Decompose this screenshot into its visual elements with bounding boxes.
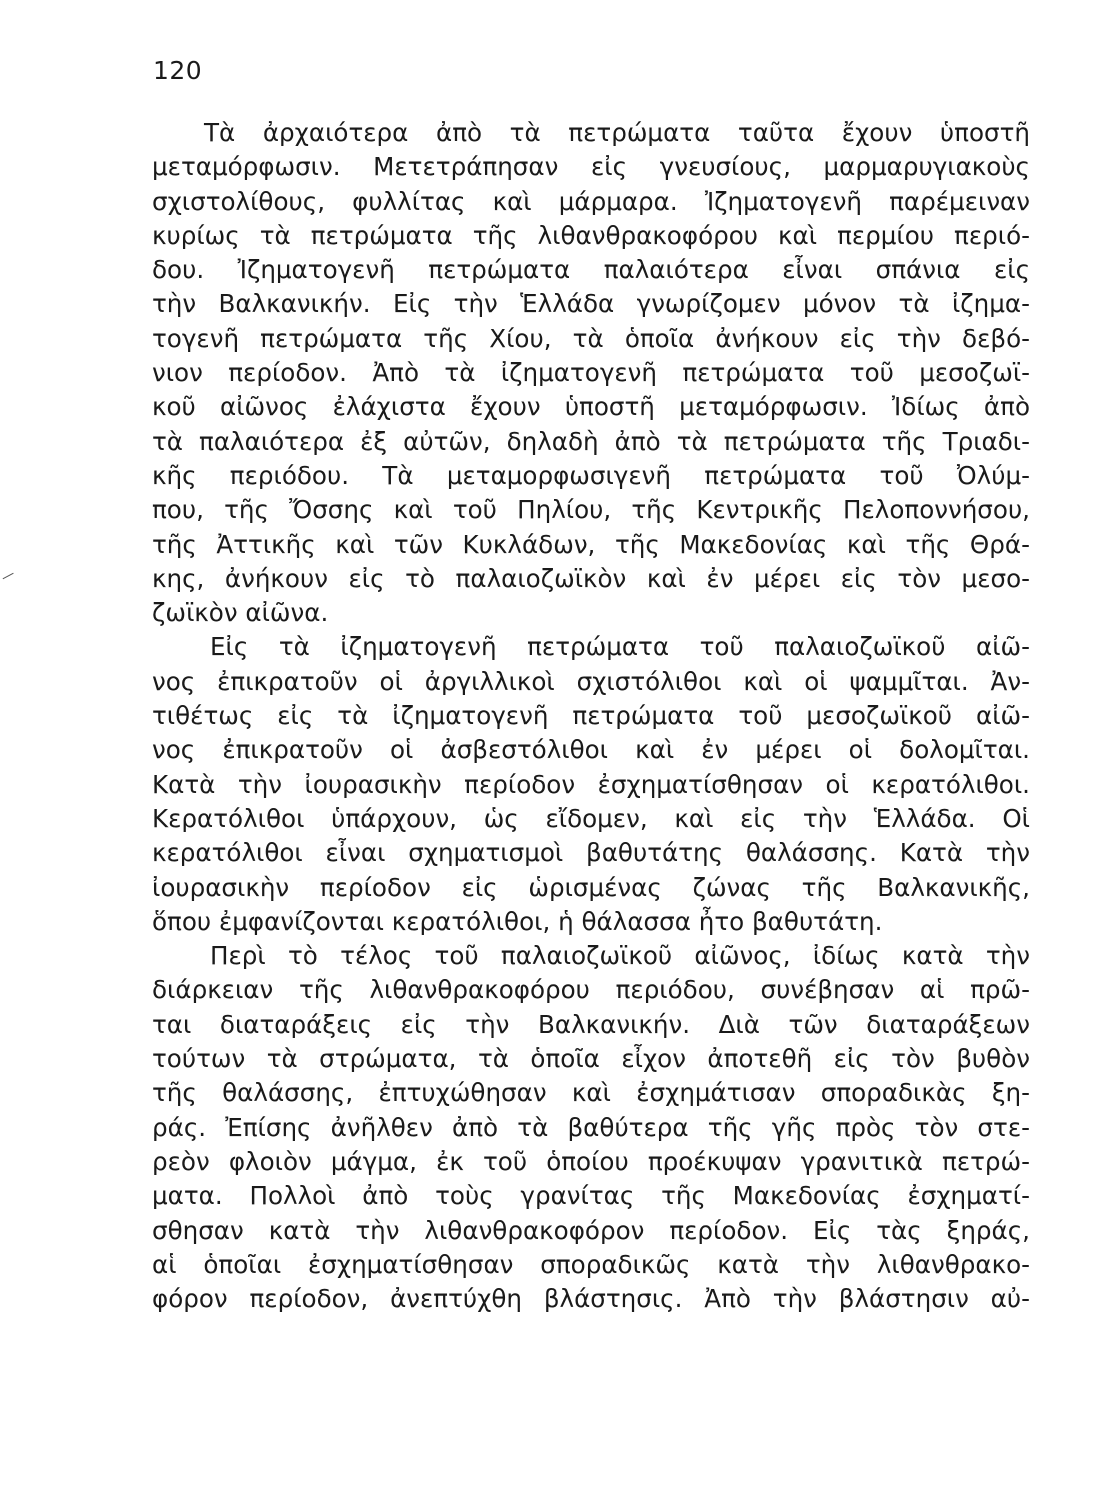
- text-line: διάρκειαν τῆς λιθανθρακοφόρου περιόδου, συνέβησαν αἱ πρῶ-: [152, 975, 1030, 1005]
- text-line: ματα. Πολλοὶ ἀπὸ τοὺς γρανίτας τῆς Μακεδονίας ἐσχηματί-: [152, 1181, 1030, 1211]
- text-line: Κατὰ τὴν ἰουρασικὴν περίοδον ἐσχηματίσθησαν οἱ κερατόλιθοι.: [152, 769, 1030, 799]
- page-number: 120: [153, 56, 203, 85]
- text-line: τιθέτως εἰς τὰ ἰζηματογενῆ πετρώματα τοῦ μεσοζωϊκοῦ αἰῶ-: [152, 701, 1030, 731]
- paragraph-2: [152, 630, 1030, 939]
- text-line: Τὰ ἀρχαιότερα ἀπὸ τὰ πετρώματα ταῦτα ἔχουν ὑποστῆ: [204, 118, 1030, 147]
- text-line: Περὶ τὸ τέλος τοῦ παλαιοζωϊκοῦ αἰῶνος, ἰδίως κατὰ τὴν: [210, 941, 1030, 971]
- paragraph-3: [152, 939, 1030, 1316]
- text-line: τῆς θαλάσσης, ἐπτυχώθησαν καὶ ἐσχημάτισαν σποραδικὰς ξη-: [152, 1078, 1030, 1108]
- text-line: νος ἐπικρατοῦν οἱ ἀσβεστόλιθοι καὶ ἐν μέρει οἱ δολομῖται.: [152, 735, 1030, 765]
- text-line: κερατόλιθοι εἶναι σχηματισμοὶ βαθυτάτης θαλάσσης. Κατὰ τὴν: [152, 838, 1030, 868]
- text-line: σχιστολίθους, φυλλίτας καὶ μάρμαρα. Ἰζηματογενῆ παρέμειναν: [152, 186, 1030, 216]
- text-line: Εἰς τὰ ἰζηματογενῆ πετρώματα τοῦ παλαιοζωϊκοῦ αἰῶ-: [210, 632, 1030, 662]
- text-line: φόρον περίοδον, ἀνεπτύχθη βλάστησις. Ἀπὸ τὴν βλάστησιν αὐ-: [152, 1284, 1030, 1314]
- text-line: τὴν Βαλκανικήν. Εἰς τὴν Ἑλλάδα γνωρίζομεν μόνον τὰ ἰζημα-: [152, 289, 1030, 319]
- text-line: τὰ παλαιότερα ἐξ αὐτῶν, δηλαδὴ ἀπὸ τὰ πετρώματα τῆς Τριαδι-: [152, 426, 1030, 456]
- text-line: δου. Ἰζηματογενῆ πετρώματα παλαιότερα εἶναι σπάνια εἰς: [152, 255, 1030, 285]
- text-line: σθησαν κατὰ τὴν λιθανθρακοφόρον περίοδον. Εἰς τὰς ξηράς,: [152, 1215, 1030, 1245]
- text-line: κης, ἀνήκουν εἰς τὸ παλαιοζωϊκὸν καὶ ἐν μέρει εἰς τὸν μεσο-: [152, 563, 1030, 593]
- paragraph-1: [152, 116, 1030, 630]
- text-line: που, τῆς Ὄσσης καὶ τοῦ Πηλίου, τῆς Κεντρικῆς Πελοποννήσου,: [152, 495, 1030, 525]
- text-line: Κερατόλιθοι ὑπάρχουν, ὡς εἴδομεν, καὶ εἰς τὴν Ἑλλάδα. Οἱ: [152, 803, 1030, 833]
- text-line: τούτων τὰ στρώματα, τὰ ὁποῖα εἶχον ἀποτεθῆ εἰς τὸν βυθὸν: [152, 1044, 1030, 1074]
- text-line: τογενῆ πετρώματα τῆς Χίου, τὰ ὁποῖα ἀνήκουν εἰς τὴν δεβό-: [152, 323, 1030, 353]
- text-line: ται διαταράξεις εἰς τὴν Βαλκανικήν. Διὰ τῶν διαταράξεων: [152, 1009, 1030, 1039]
- text-line: νιον περίοδον. Ἀπὸ τὰ ἰζηματογενῆ πετρώματα τοῦ μεσοζωϊ-: [152, 358, 1030, 388]
- text-line: κυρίως τὰ πετρώματα τῆς λιθανθρακοφόρου καὶ περμίου περιό-: [152, 220, 1030, 250]
- text-line: νος ἐπικρατοῦν οἱ ἀργιλλικοὶ σχιστόλιθοι καὶ οἱ ψαμμῖται. Ἀν-: [152, 666, 1030, 696]
- text-line: ρεὸν φλοιὸν μάγμα, ἐκ τοῦ ὁποίου προέκυψαν γρανιτικὰ πετρώ-: [152, 1146, 1030, 1176]
- text-line: μεταμόρφωσιν. Μετετράπησαν εἰς γνευσίους, μαρμαρυγιακοὺς: [152, 152, 1030, 182]
- text-line: αἱ ὁποῖαι ἐσχηματίσθησαν σποραδικῶς κατὰ τὴν λιθανθρακο-: [152, 1249, 1030, 1279]
- text-line: κοῦ αἰῶνος ἐλάχιστα ἔχουν ὑποστῆ μεταμόρφωσιν. Ἰδίως ἀπὸ: [152, 392, 1030, 422]
- margin-mark: [3, 573, 18, 587]
- text-line: τῆς Ἀττικῆς καὶ τῶν Κυκλάδων, τῆς Μακεδονίας καὶ τῆς Θρά-: [152, 529, 1030, 559]
- text-line: ράς. Ἐπίσης ἀνῆλθεν ἀπὸ τὰ βαθύτερα τῆς γῆς πρὸς τὸν στε-: [152, 1112, 1030, 1142]
- text-line: ἰουρασικὴν περίοδον εἰς ὡρισμένας ζώνας τῆς Βαλκανικῆς,: [152, 872, 1030, 902]
- text-line: ὅπου ἐμφανίζονται κερατόλιθοι, ἡ θάλασσα ἦτο βαθυτάτη.: [152, 906, 883, 936]
- text-line: κῆς περιόδου. Τὰ μεταμορφωσιγενῆ πετρώματα τοῦ Ὀλύμ-: [152, 460, 1030, 490]
- text-line: ζωϊκὸν αἰῶνα.: [152, 598, 329, 628]
- body-text: [152, 116, 1030, 1316]
